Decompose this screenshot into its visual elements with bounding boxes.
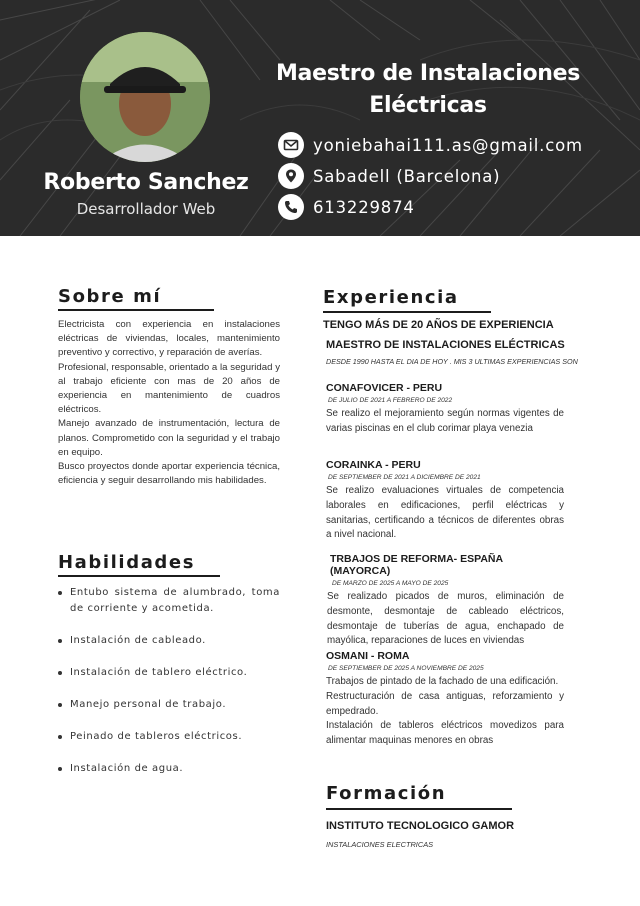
- experience-divider: [323, 311, 491, 313]
- education-section-title: Formación: [326, 783, 447, 804]
- job-description-line: Se realizo el mejoramiento según normas vigentes de varias piscinas en el club corimar playa venezia: [326, 408, 564, 434]
- email-text[interactable]: yoniebahai111.as@gmail.com: [313, 135, 583, 155]
- skills-section-title: Habilidades: [58, 552, 196, 573]
- job-entry: [326, 459, 564, 543]
- job-company: OSMANI - ROMA: [326, 650, 410, 662]
- envelope-icon: [278, 132, 304, 158]
- about-text: [58, 318, 280, 488]
- job-entry: [326, 382, 564, 437]
- job-company: CONAFOVICER - PERU: [326, 382, 443, 394]
- header-banner: [0, 0, 640, 236]
- job-dates: DE SEPTIEMBER DE 2025 A NOVIEMBRE DE 2025: [328, 665, 484, 672]
- about-paragraph: Busco proyectos donde aportar experiencia técnica, eficiencia y seguir desarrollando mis habilidades.: [58, 461, 280, 487]
- job-description: [326, 675, 564, 749]
- location-text: Sabadell (Barcelona): [313, 166, 501, 186]
- contact-phone[interactable]: [278, 194, 415, 220]
- education-institution: INSTITUTO TECNOLOGICO GAMOR: [326, 820, 515, 832]
- person-name: Roberto Sanchez: [43, 170, 249, 195]
- job-title-line-2: Eléctricas: [369, 93, 487, 118]
- job-description-line: Restructuración de casa antiguas, reforzamiento y empedrado.: [326, 690, 564, 717]
- job-description: [326, 484, 564, 543]
- skill-item: Peinado de tableros eléctricos.: [58, 729, 280, 745]
- job-title: [268, 58, 588, 122]
- job-entry: [326, 650, 564, 749]
- about-paragraph: Electricista con experiencia en instalaciones eléctricas de viviendas, locales, mantenimiento preventivo y correctivo, y reparación de averías.: [58, 319, 280, 359]
- contact-email[interactable]: [278, 132, 583, 158]
- job-description-line: Se realizado picados de muros, eliminación de desmonte, desmontaje de cableado eléctricos, desmontaje de tuberías de agua, enchapado de mayólica, reparaciones de luces en viviendas: [327, 591, 564, 647]
- skill-item: Manejo personal de trabajo.: [58, 697, 280, 713]
- job-description: [327, 590, 564, 649]
- phone-icon: [278, 194, 304, 220]
- about-section-title: Sobre mí: [58, 286, 162, 307]
- job-dates: DE MARZO DE 2025 A MAYO DE 2025: [332, 580, 449, 587]
- job-company: CORAINKA - PERU: [326, 459, 421, 471]
- job-dates: DE SEPTIEMBER DE 2021 A DICIEMBRE DE 2021: [328, 474, 481, 481]
- about-paragraph: Profesional, responsable, orientado a la seguridad y al trabajo eficiente con mas de 20 años de experiencia en mantenimiento de cuadros eléctricos.: [58, 361, 280, 416]
- job-title-line-1: Maestro de Instalaciones: [275, 61, 581, 86]
- job-description-line: Trabajos de pintado de la fachado de una edificación.: [326, 676, 559, 687]
- job-description: [326, 407, 564, 437]
- person-role: Desarrollador Web: [76, 200, 216, 218]
- about-paragraph: Manejo avanzado de instrumentación, lectura de planos. Comprometido con la seguridad y el trabajo en equipo.: [58, 418, 280, 458]
- education-divider: [326, 808, 512, 810]
- education-program: INSTALACIONES ELECTRICAS: [326, 840, 434, 849]
- location-pin-icon: [278, 163, 304, 189]
- experience-note: DESDE 1990 HASTA EL DIA DE HOY . MIS 3 ULTIMAS EXPERIENCIAS SON: [326, 357, 578, 366]
- job-description-line: Instalación de tableros eléctricos movedizos para alimentar maquinas menores en obras: [326, 720, 564, 747]
- experience-section-title: Experiencia: [323, 287, 459, 308]
- job-description-line: Se realizo evaluaciones virtuales de competencia laborales en edificaciones, perfil eléctricas y sanitarias, certificando a técnicos de diferentes obras a nivel nacional.: [326, 485, 564, 541]
- experience-subheadline: MAESTRO DE INSTALACIONES ELÉCTRICAS: [326, 339, 565, 351]
- skill-item: Instalación de cableado.: [58, 633, 280, 649]
- phone-text[interactable]: 613229874: [313, 197, 415, 217]
- skills-divider: [58, 575, 220, 577]
- skill-item: Entubo sistema de alumbrado, toma de corriente y acometida.: [58, 585, 280, 617]
- profile-photo: [80, 32, 210, 162]
- skill-item: Instalación de agua.: [58, 761, 280, 777]
- skill-item: Instalación de tablero eléctrico.: [58, 665, 280, 681]
- experience-headline: TENGO MÁS DE 20 AÑOS DE EXPERIENCIA: [323, 319, 554, 331]
- contact-location: [278, 163, 500, 189]
- job-entry: [327, 553, 564, 649]
- job-company: TRBAJOS DE REFORMA- ESPAÑA (MAYORCA): [330, 553, 503, 577]
- about-divider: [58, 309, 214, 311]
- job-dates: DE JULIO DE 2021 A FEBRERO DE 2022: [328, 397, 453, 404]
- skills-list: [58, 585, 280, 793]
